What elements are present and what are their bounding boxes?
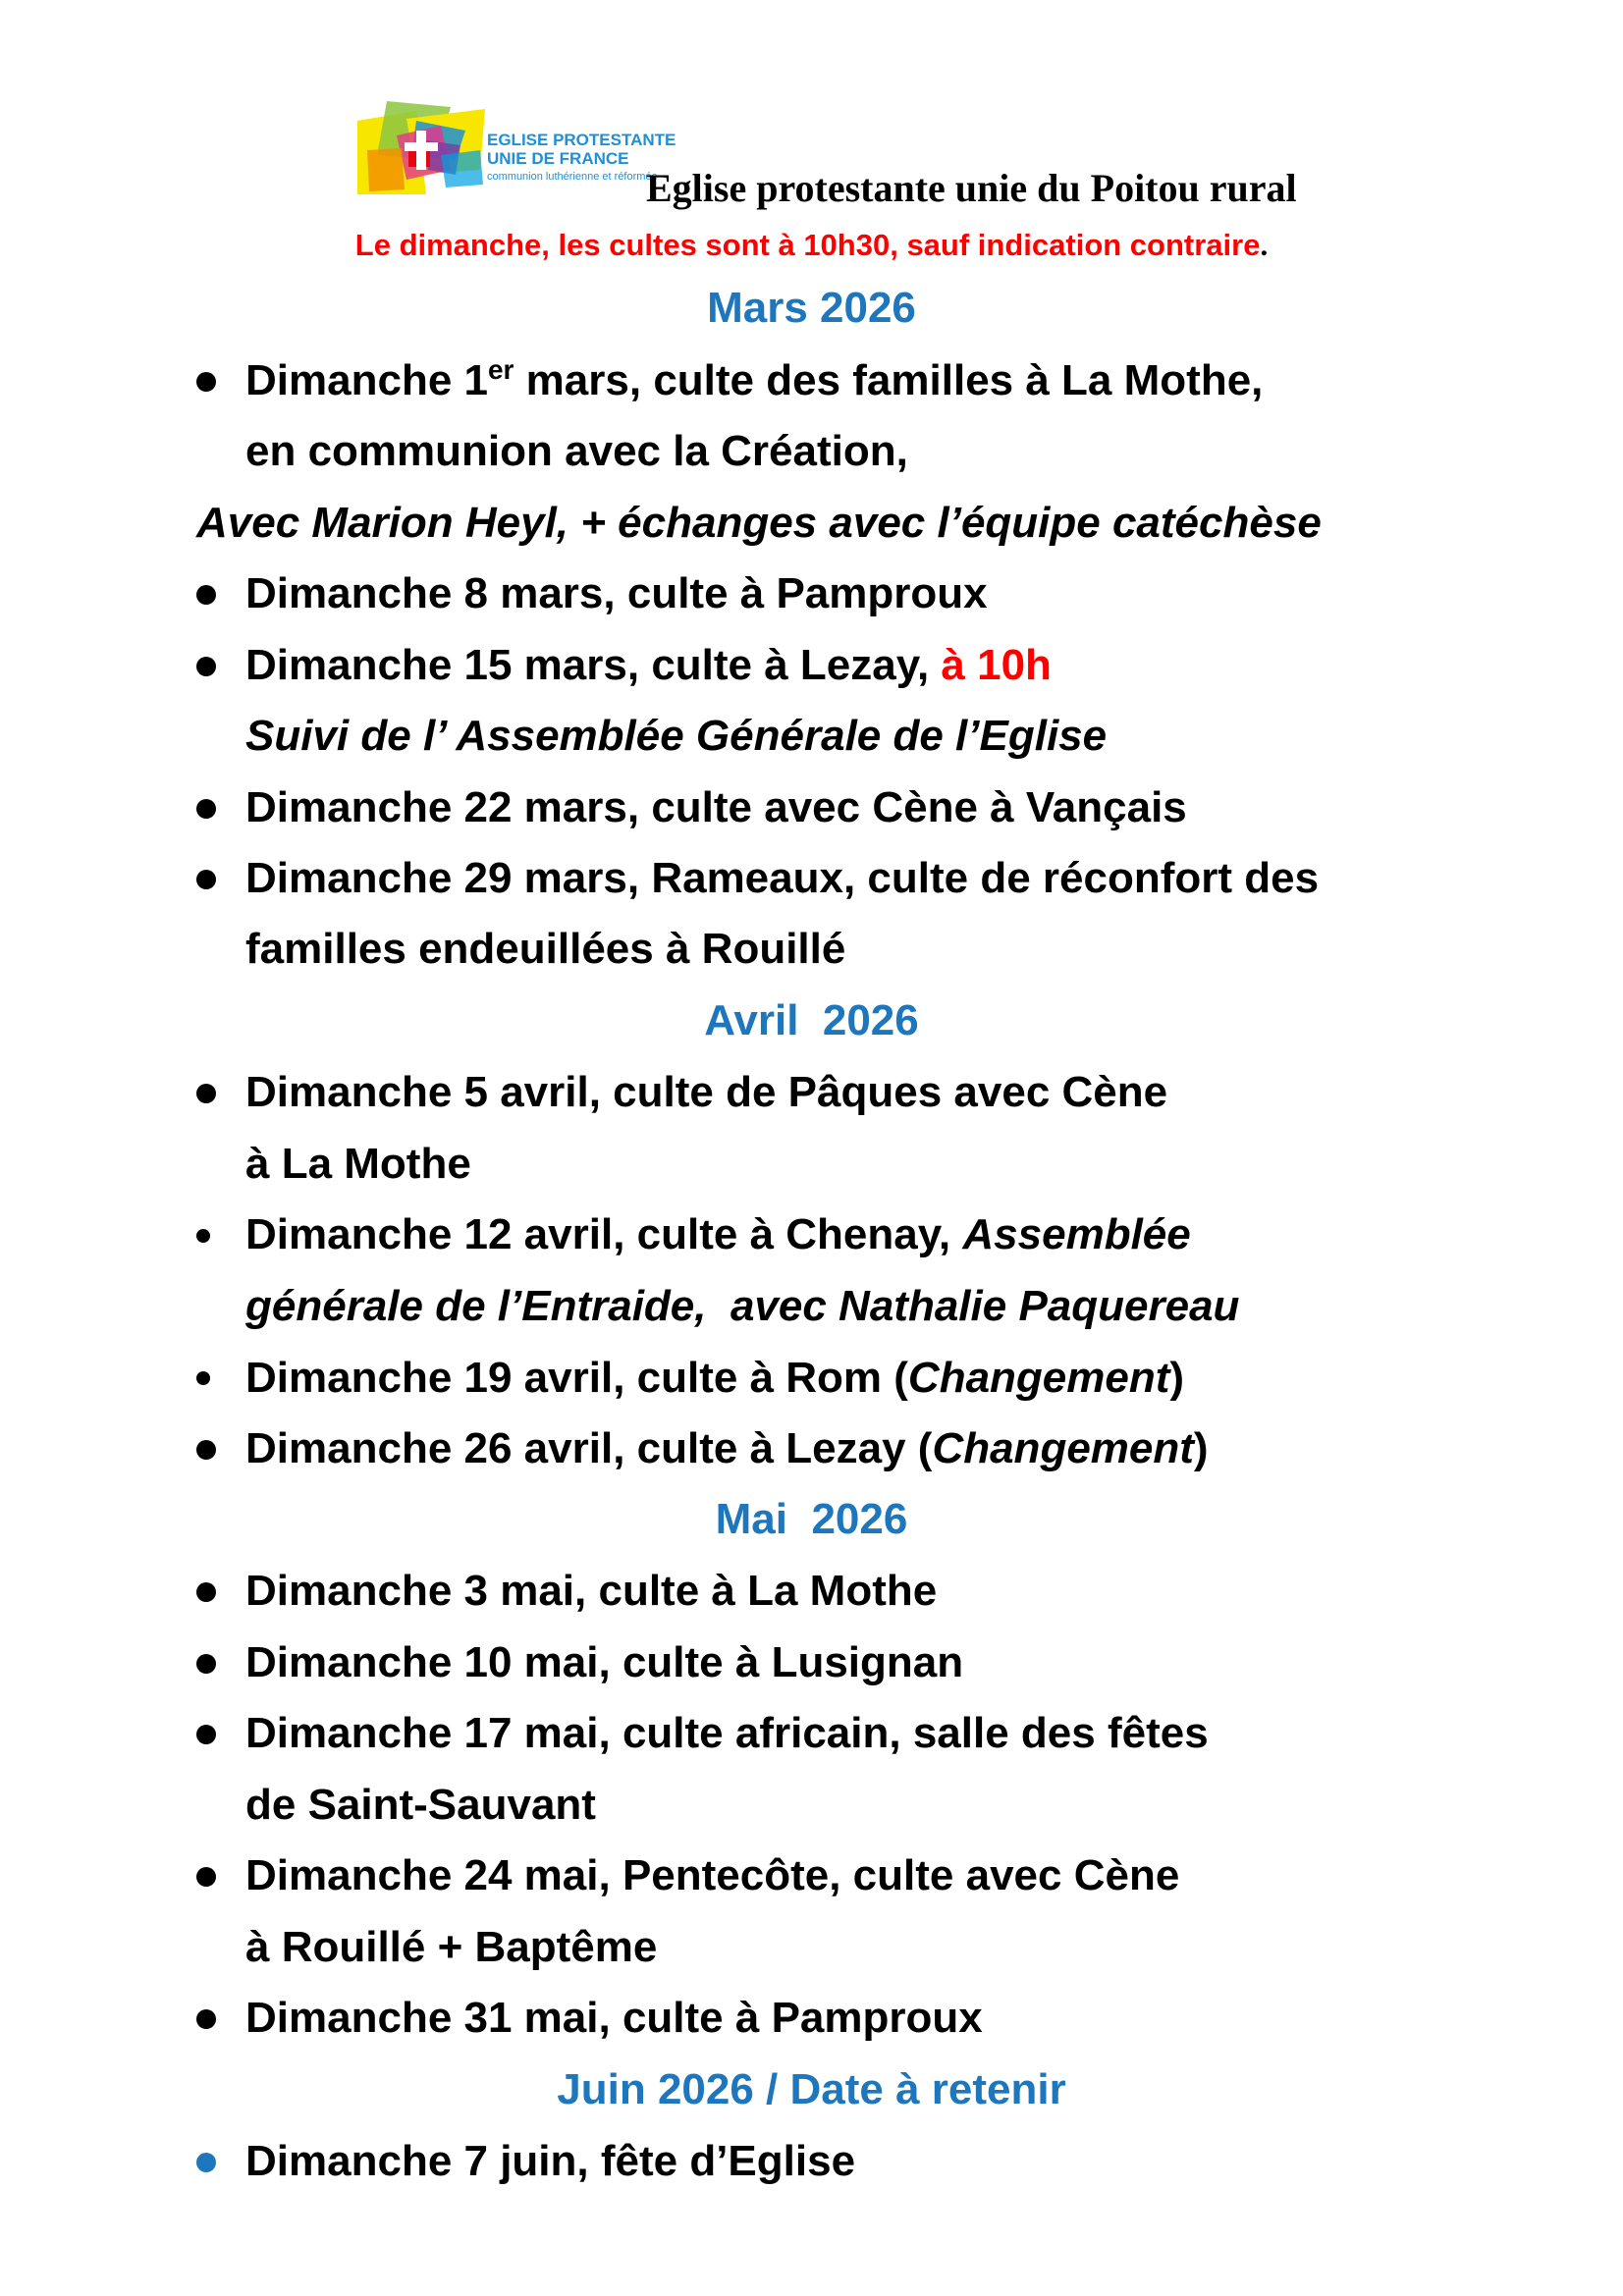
bullet-icon bbox=[196, 870, 216, 889]
entry-mars-8: Dimanche 8 mars, culte à Pamproux bbox=[245, 569, 988, 617]
entry-avril-26 bbox=[245, 1421, 1209, 1476]
church-name: Eglise protestante unie du Poitou rural bbox=[646, 166, 1297, 210]
entry-avril-26-italic: Changement bbox=[932, 1424, 1194, 1472]
month-heading-mai: Mai 2026 bbox=[715, 1495, 908, 1543]
entry-avril-19 bbox=[245, 1351, 1184, 1406]
entry-mars-1-sup: er bbox=[487, 354, 514, 385]
bullet-icon bbox=[196, 2009, 216, 2029]
entry-avril-12-line2: générale de l’Entraide, avec Nathalie Paquereau bbox=[245, 1282, 1240, 1330]
entry-mai-17-line2: de Saint-Sauvant bbox=[245, 1781, 596, 1829]
bullet-icon bbox=[196, 657, 216, 676]
entry-mars-1-line1 bbox=[245, 353, 1263, 408]
service-time-notice-text: Le dimanche, les cultes sont à 10h30, sauf indication contraire bbox=[354, 228, 1261, 262]
entry-mars-1-line2: en communion avec la Création, bbox=[245, 427, 908, 475]
entry-mars-29-line2: familles endeuillées à Rouillé bbox=[245, 925, 846, 973]
month-heading-avril: Avril 2026 bbox=[704, 996, 919, 1044]
entry-avril-5-line1: Dimanche 5 avril, culte de Pâques avec Cène bbox=[245, 1068, 1168, 1116]
entry-mai-24-line1: Dimanche 24 mai, Pentecôte, culte avec Cène bbox=[245, 1851, 1180, 1899]
entry-mars-22: Dimanche 22 mars, culte avec Cène à Vançais bbox=[245, 783, 1187, 831]
entry-mars-1-line3: Avec Marion Heyl, + échanges avec l’équipe catéchèse bbox=[196, 499, 1322, 547]
entry-avril-26-text: Dimanche 26 avril, culte à Lezay ( bbox=[245, 1424, 933, 1472]
bullet-icon bbox=[196, 1229, 210, 1243]
entry-avril-12-text: Dimanche 12 avril, culte à Chenay, bbox=[245, 1210, 963, 1258]
bullet-icon bbox=[196, 1371, 210, 1385]
bullet-icon bbox=[196, 1867, 216, 1887]
entry-mars-15-text: Dimanche 15 mars, culte à Lezay, bbox=[245, 641, 942, 689]
entry-mars-1-post: mars, culte des familles à La Mothe, bbox=[514, 356, 1264, 404]
service-time-notice-end: . bbox=[1260, 228, 1269, 262]
entry-avril-19-close: ) bbox=[1169, 1354, 1185, 1402]
bullet-icon bbox=[196, 1654, 216, 1674]
bullet-icon bbox=[196, 372, 216, 392]
entry-mai-31: Dimanche 31 mai, culte à Pamproux bbox=[245, 1994, 983, 2042]
logo-text-line2: UNIE DE FRANCE bbox=[487, 149, 629, 168]
entry-mai-10: Dimanche 10 mai, culte à Lusignan bbox=[245, 1638, 964, 1686]
service-time-notice bbox=[0, 226, 1623, 265]
entry-avril-12-line1 bbox=[245, 1207, 1191, 1262]
entry-mars-29-line1: Dimanche 29 mars, Rameaux, culte de réconfort des bbox=[245, 854, 1320, 902]
month-heading-juin: Juin 2026 / Date à retenir bbox=[557, 2065, 1066, 2113]
bullet-icon bbox=[196, 1440, 216, 1460]
entry-mars-15-line1 bbox=[245, 638, 1052, 693]
entry-avril-12-italic: Assemblée bbox=[962, 1210, 1191, 1258]
bullet-icon bbox=[196, 1725, 216, 1744]
entry-mai-17-line1: Dimanche 17 mai, culte africain, salle des fêtes bbox=[245, 1709, 1209, 1757]
entry-mai-24-line2: à Rouillé + Baptême bbox=[245, 1923, 658, 1971]
logo-text-line3: communion luthérienne et réformée bbox=[487, 171, 658, 183]
entry-avril-19-text: Dimanche 19 avril, culte à Rom ( bbox=[245, 1354, 908, 1402]
bullet-icon bbox=[196, 1582, 216, 1602]
bullet-icon bbox=[196, 2153, 216, 2172]
bullet-icon bbox=[196, 1084, 216, 1103]
entry-mars-1-pre: Dimanche 1 bbox=[245, 356, 488, 404]
month-heading-mars: Mars 2026 bbox=[707, 284, 916, 332]
logo-text-line1: EGLISE PROTESTANTE bbox=[487, 131, 676, 149]
entry-avril-19-italic: Changement bbox=[907, 1354, 1170, 1402]
entry-avril-5-line2: à La Mothe bbox=[245, 1140, 471, 1188]
entry-mars-15-line2: Suivi de l’ Assemblée Générale de l’Eglise bbox=[245, 712, 1108, 760]
entry-mai-3: Dimanche 3 mai, culte à La Mothe bbox=[245, 1567, 938, 1615]
bullet-icon bbox=[196, 799, 216, 819]
bullet-icon bbox=[196, 585, 216, 605]
entry-juin-7: Dimanche 7 juin, fête d’Eglise bbox=[245, 2137, 856, 2185]
epudf-logo bbox=[357, 101, 676, 195]
entry-avril-26-close: ) bbox=[1193, 1424, 1209, 1472]
entry-mars-15-time: à 10h bbox=[941, 641, 1052, 689]
